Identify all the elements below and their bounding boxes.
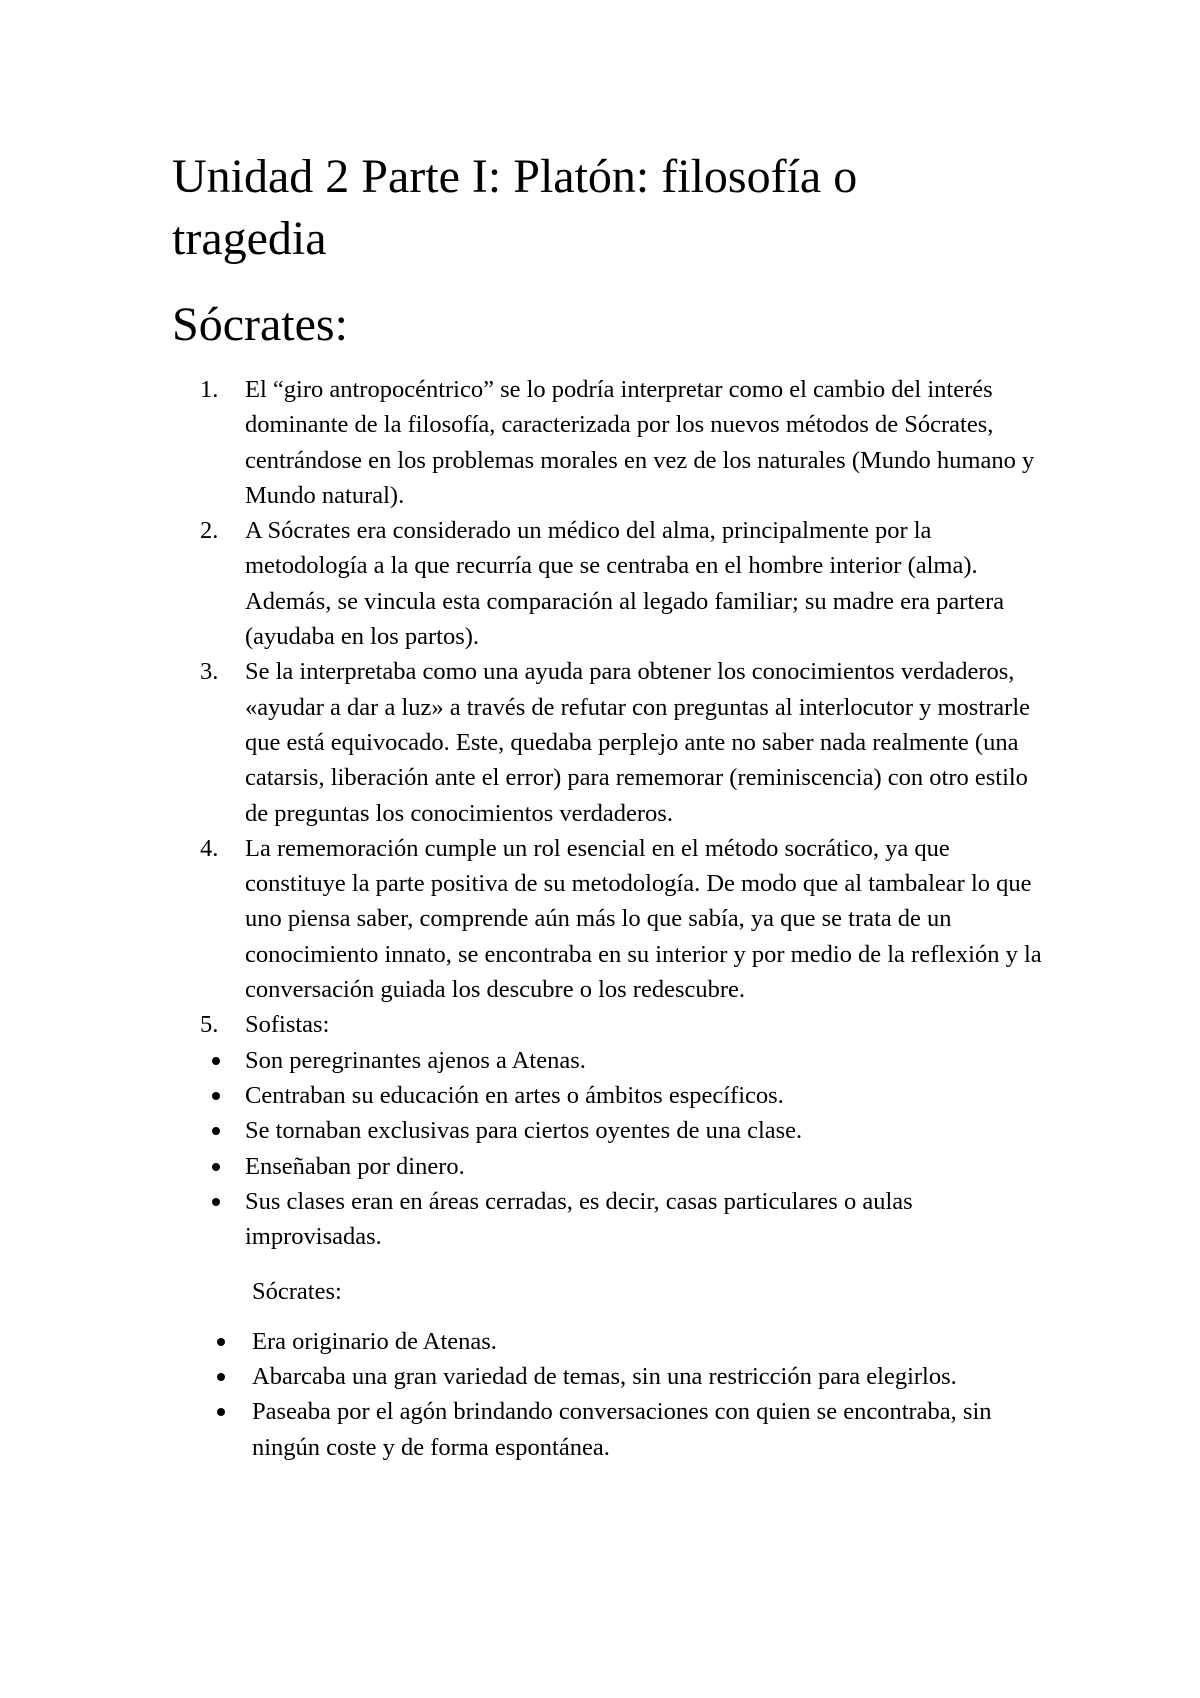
bullet-text: Se tornaban exclusivas para ciertos oyentes de una clase. bbox=[245, 1117, 803, 1145]
bullet-text: Centraban su educación en artes o ámbitos específicos. bbox=[245, 1081, 784, 1109]
numbered-item bbox=[0, 831, 1045, 1007]
bullet-icon bbox=[212, 1057, 220, 1065]
bullet-icon bbox=[217, 1338, 225, 1346]
bullet-icon bbox=[217, 1408, 225, 1416]
bullet-icon bbox=[217, 1373, 225, 1381]
numbered-item bbox=[0, 372, 1045, 513]
item-text: Se la interpretaba como una ayuda para obtener los conocimientos verdaderos, «ayudar a dar a luz» a través de refutar con preguntas al interlocutor y mostrarle que está equivocado. Este, quedaba perplejo ante no saber nada realmente (una catarsis, liberación ante el error) para rememorar (reminiscencia) con otro estilo de preguntas los conocimientos verdaderos. bbox=[245, 658, 1031, 827]
numbered-item bbox=[0, 513, 1045, 654]
item-number: 5. bbox=[200, 1011, 219, 1039]
bullet-text: Sus clases eran en áreas cerradas, es decir, casas particulares o aulas improvisadas. bbox=[245, 1187, 913, 1251]
sofistas-bullet-item bbox=[0, 1113, 1045, 1148]
bullet-text: Son peregrinantes ajenos a Atenas. bbox=[245, 1046, 586, 1074]
section-heading: Sócrates: bbox=[172, 298, 348, 351]
socrates-bullet-item bbox=[0, 1394, 1052, 1465]
bullet-text: Abarcaba una gran variedad de temas, sin una restricción para elegirlos. bbox=[252, 1363, 957, 1391]
document-title: Unidad 2 Parte I: Platón: filosofía o tragedia bbox=[172, 150, 858, 265]
numbered-item bbox=[0, 654, 1045, 830]
item-number: 3. bbox=[200, 658, 219, 686]
socrates-bullet-item bbox=[0, 1324, 1052, 1359]
sofistas-bullet-item bbox=[0, 1078, 1045, 1113]
item-text: Sofistas: bbox=[245, 1011, 330, 1039]
item-number: 2. bbox=[200, 517, 219, 545]
bullet-text: Era originario de Atenas. bbox=[252, 1327, 497, 1355]
sofistas-bullet-item bbox=[0, 1184, 1045, 1255]
sofistas-bullet-item bbox=[0, 1149, 1045, 1184]
bullet-text: Paseaba por el agón brindando conversaciones con quien se encontraba, sin ningún coste y de forma espontánea. bbox=[252, 1398, 992, 1461]
item-text: La rememoración cumple un rol esencial en el método socrático, ya que constituye la parte positiva de su metodología. De modo que al tambalear lo que uno piensa saber, comprende aún más lo que sabía, ya que se trata de un conocimiento innato, se encontraba en su interior y por medio de la reflexión y la conversación guiada los descubre o los redescubre. bbox=[245, 834, 1042, 1004]
socrates-bullet-item bbox=[0, 1359, 1052, 1394]
sofistas-bullet-item bbox=[0, 1043, 1045, 1078]
item-number: 1. bbox=[200, 376, 219, 403]
numbered-item bbox=[0, 1007, 1045, 1042]
bullet-icon bbox=[212, 1198, 220, 1206]
bullet-icon bbox=[212, 1127, 220, 1135]
document-body bbox=[0, 372, 1200, 1465]
bullet-icon bbox=[212, 1092, 220, 1100]
bullet-icon bbox=[212, 1163, 220, 1171]
item-text: A Sócrates era considerado un médico del alma, principalmente por la metodología a la que recurría que se centraba en el hombre interior (alma). Además, se vincula esta comparación al legado familiar; su madre era partera (ayudaba en los partos). bbox=[245, 517, 1005, 651]
item-text: El “giro antropocéntrico” se lo podría interpretar como el cambio del interés dominante de la filosofía, caracterizada por los nuevos métodos de Sócrates, centrándose en los problemas morales en vez de los naturales (Mundo humano y Mundo natural). bbox=[245, 376, 1035, 509]
bullet-text: Enseñaban por dinero. bbox=[245, 1152, 465, 1180]
item-number: 4. bbox=[200, 834, 219, 862]
socrates-subheading: Sócrates: bbox=[252, 1278, 342, 1306]
